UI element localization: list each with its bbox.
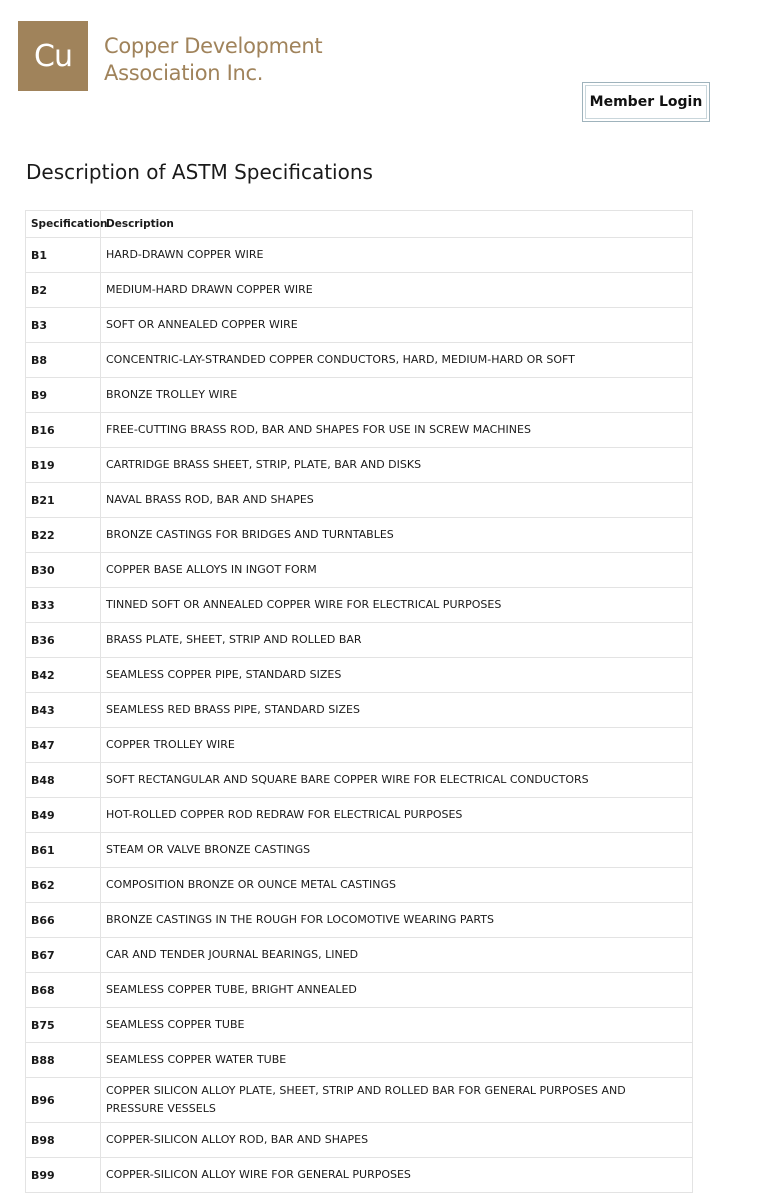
organization-name-line1: Copper Development — [104, 34, 323, 58]
spec-code: B1 — [26, 238, 101, 273]
table-row — [26, 1158, 693, 1193]
header-specification: Specification — [26, 211, 101, 238]
table-header-row — [26, 211, 693, 238]
spec-description: COPPER SILICON ALLOY PLATE, SHEET, STRIP AND ROLLED BAR FOR GENERAL PURPOSES AND PRESSURE VESSELS — [101, 1078, 693, 1123]
table-row — [26, 518, 693, 553]
member-login-button[interactable]: Member Login — [582, 82, 710, 122]
spec-code: B3 — [26, 308, 101, 343]
spec-description: NAVAL BRASS ROD, BAR AND SHAPES — [101, 483, 693, 518]
spec-description: CARTRIDGE BRASS SHEET, STRIP, PLATE, BAR AND DISKS — [101, 448, 693, 483]
page-title: Description of ASTM Specifications — [26, 160, 373, 184]
spec-code: B66 — [26, 903, 101, 938]
spec-description: SEAMLESS COPPER PIPE, STANDARD SIZES — [101, 658, 693, 693]
spec-code: B30 — [26, 553, 101, 588]
spec-description: BRONZE CASTINGS IN THE ROUGH FOR LOCOMOTIVE WEARING PARTS — [101, 903, 693, 938]
header-description: Description — [101, 211, 693, 238]
spec-description: COPPER BASE ALLOYS IN INGOT FORM — [101, 553, 693, 588]
table-row — [26, 938, 693, 973]
spec-code: B67 — [26, 938, 101, 973]
table-row — [26, 238, 693, 273]
spec-description: CAR AND TENDER JOURNAL BEARINGS, LINED — [101, 938, 693, 973]
spec-description: SEAMLESS RED BRASS PIPE, STANDARD SIZES — [101, 693, 693, 728]
table-row — [26, 868, 693, 903]
spec-code: B68 — [26, 973, 101, 1008]
spec-code: B21 — [26, 483, 101, 518]
cda-logo[interactable] — [18, 21, 88, 91]
spec-code: B47 — [26, 728, 101, 763]
table-row — [26, 273, 693, 308]
table-row — [26, 1043, 693, 1078]
table-row — [26, 448, 693, 483]
table-row — [26, 1078, 693, 1123]
table-row — [26, 588, 693, 623]
spec-code: B98 — [26, 1123, 101, 1158]
spec-code: B61 — [26, 833, 101, 868]
table-row — [26, 553, 693, 588]
spec-code: B36 — [26, 623, 101, 658]
spec-code: B2 — [26, 273, 101, 308]
spec-description: COPPER-SILICON ALLOY ROD, BAR AND SHAPES — [101, 1123, 693, 1158]
table-row — [26, 798, 693, 833]
spec-code: B9 — [26, 378, 101, 413]
table-row — [26, 658, 693, 693]
spec-description: COPPER-SILICON ALLOY WIRE FOR GENERAL PURPOSES — [101, 1158, 693, 1193]
table-row — [26, 763, 693, 798]
spec-description: SEAMLESS COPPER WATER TUBE — [101, 1043, 693, 1078]
spec-code: B42 — [26, 658, 101, 693]
logo-symbol: Cu — [34, 38, 72, 74]
table-row — [26, 308, 693, 343]
spec-code: B43 — [26, 693, 101, 728]
spec-description: HARD-DRAWN COPPER WIRE — [101, 238, 693, 273]
spec-description: MEDIUM-HARD DRAWN COPPER WIRE — [101, 273, 693, 308]
spec-description: BRONZE CASTINGS FOR BRIDGES AND TURNTABLES — [101, 518, 693, 553]
spec-code: B33 — [26, 588, 101, 623]
organization-name[interactable] — [104, 33, 322, 87]
table-row — [26, 413, 693, 448]
spec-description: SEAMLESS COPPER TUBE — [101, 1008, 693, 1043]
table-row — [26, 1008, 693, 1043]
table-row — [26, 973, 693, 1008]
spec-description: SEAMLESS COPPER TUBE, BRIGHT ANNEALED — [101, 973, 693, 1008]
specifications-table — [25, 210, 693, 1193]
spec-description: SOFT OR ANNEALED COPPER WIRE — [101, 308, 693, 343]
spec-code: B88 — [26, 1043, 101, 1078]
spec-code: B16 — [26, 413, 101, 448]
table-row — [26, 343, 693, 378]
spec-code: B48 — [26, 763, 101, 798]
table-row — [26, 378, 693, 413]
spec-description: HOT-ROLLED COPPER ROD REDRAW FOR ELECTRICAL PURPOSES — [101, 798, 693, 833]
table-row — [26, 1123, 693, 1158]
table-row — [26, 728, 693, 763]
spec-code: B22 — [26, 518, 101, 553]
spec-description: FREE-CUTTING BRASS ROD, BAR AND SHAPES FOR USE IN SCREW MACHINES — [101, 413, 693, 448]
table-row — [26, 693, 693, 728]
spec-description: COMPOSITION BRONZE OR OUNCE METAL CASTINGS — [101, 868, 693, 903]
organization-name-line2: Association Inc. — [104, 61, 264, 85]
spec-description: BRASS PLATE, SHEET, STRIP AND ROLLED BAR — [101, 623, 693, 658]
table-row — [26, 833, 693, 868]
spec-description: BRONZE TROLLEY WIRE — [101, 378, 693, 413]
spec-description: COPPER TROLLEY WIRE — [101, 728, 693, 763]
spec-code: B75 — [26, 1008, 101, 1043]
table-body — [26, 238, 693, 1193]
spec-code: B99 — [26, 1158, 101, 1193]
table-row — [26, 483, 693, 518]
spec-code: B19 — [26, 448, 101, 483]
spec-code: B8 — [26, 343, 101, 378]
spec-description: SOFT RECTANGULAR AND SQUARE BARE COPPER WIRE FOR ELECTRICAL CONDUCTORS — [101, 763, 693, 798]
spec-description: STEAM OR VALVE BRONZE CASTINGS — [101, 833, 693, 868]
table-row — [26, 623, 693, 658]
spec-code: B96 — [26, 1078, 101, 1123]
spec-description: TINNED SOFT OR ANNEALED COPPER WIRE FOR ELECTRICAL PURPOSES — [101, 588, 693, 623]
spec-code: B49 — [26, 798, 101, 833]
spec-description: CONCENTRIC-LAY-STRANDED COPPER CONDUCTORS, HARD, MEDIUM-HARD OR SOFT — [101, 343, 693, 378]
table-row — [26, 903, 693, 938]
spec-code: B62 — [26, 868, 101, 903]
